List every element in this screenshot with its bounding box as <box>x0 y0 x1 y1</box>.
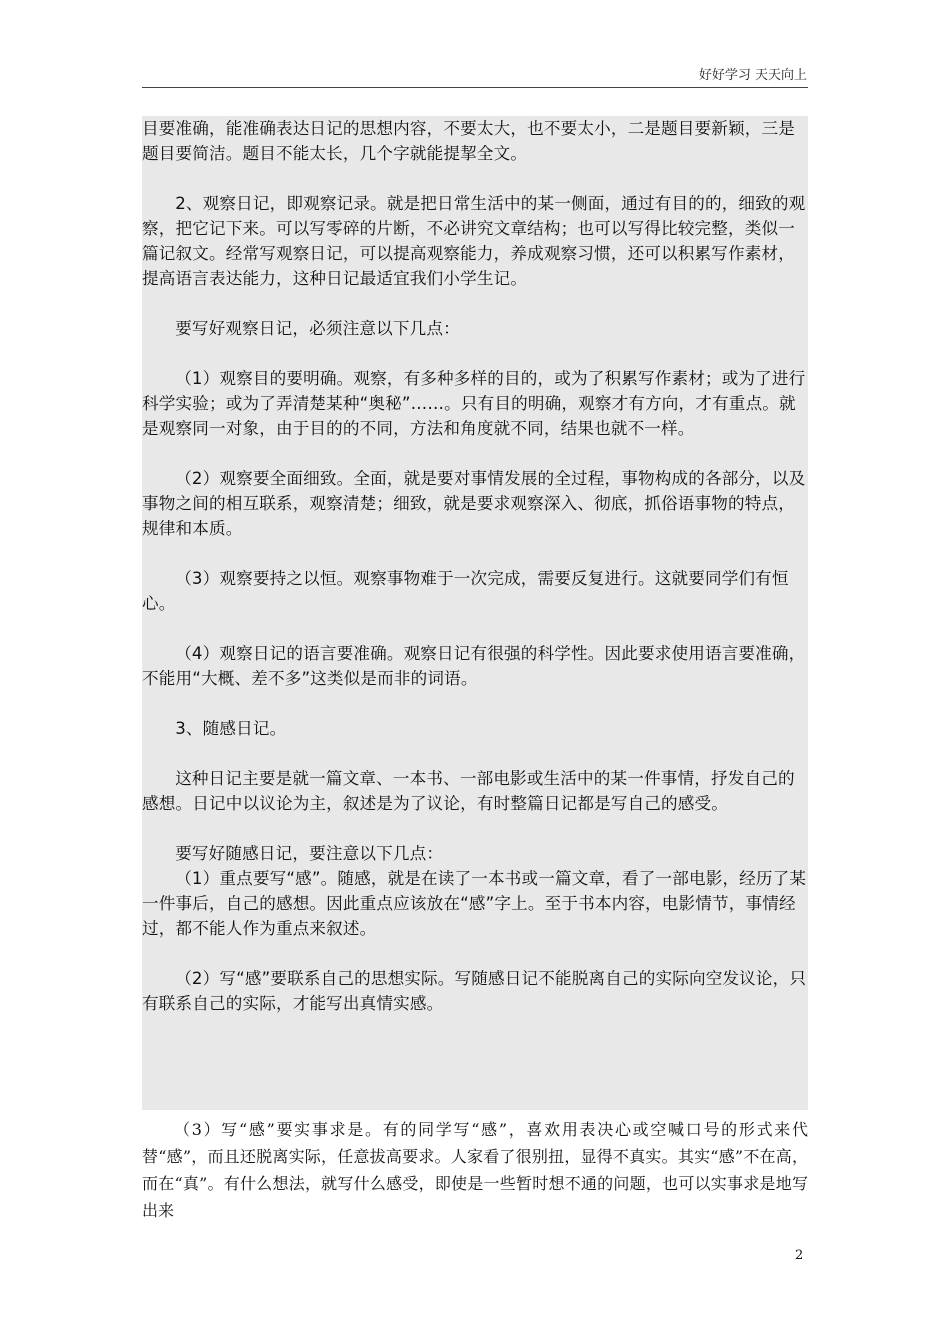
paragraph: （2）观察要全面细致。全面，就是要对事情发展的全过程，事物构成的各部分，以及事物之间的相互联系，观察清楚；细致，就是要求观察深入、彻底，抓俗语事物的特点，规律和本质。 <box>142 469 806 538</box>
paragraph: 要写好随感日记，要注意以下几点： <box>175 844 444 863</box>
paragraph: （4）观察日记的语言要准确。观察日记有很强的科学性。因此要求使用语言要准确，不能用“大概、差不多”这类似是而非的词语。 <box>142 644 806 688</box>
page-header-title: 好好学习 天天向上 <box>698 68 807 83</box>
header-divider <box>142 87 808 88</box>
paragraph: 要写好观察日记，必须注意以下几点： <box>175 319 460 338</box>
paragraph: （2）写“感”要联系自己的思想实际。写随感日记不能脱离自己的实际向空发议论，只有联系自己的实际，才能写出真情实感。 <box>142 969 807 1013</box>
paragraph: （3）观察要持之以恒。观察事物难于一次完成，需要反复进行。这就要同学们有恒心。 <box>142 569 789 613</box>
paragraph: 3、随感日记。 <box>175 719 287 738</box>
paragraph: 目要准确，能准确表达日记的思想内容，不要太大，也不要太小，二是题目要新颖，三是题目要简洁。题目不能太长，几个字就能提挈全文。 <box>142 119 796 163</box>
document-body <box>142 116 808 1016</box>
paragraph: 这种日记主要是就一篇文章、一本书、一部电影或生活中的某一件事情，抒发自己的感想。日记中以议论为主，叙述是为了议论，有时整篇日记都是写自己的感受。 <box>142 769 795 813</box>
paragraph: （1）重点要写“感”。随感，就是在读了一本书或一篇文章，看了一部电影，经历了某一件事后，自己的感想。因此重点应该放在“感”字上。至于书本内容，电影情节，事情经过，都不能人作为重点来叙述。 <box>142 869 807 938</box>
final-paragraph: （3）写“感”要实事求是。有的同学写“感”，喜欢用表决心或空喊口号的形式来代替“感”，而且还脱离实际，任意拔高要求。人家看了很别扭，显得不真实。其实“感”不在高，而在“真”。有什么想法，就写什么感受，即使是一些暂时想不通的问题，也可以实事求是地写出来 <box>142 1120 808 1220</box>
paragraph: （1）观察目的要明确。观察，有多种多样的目的，或为了积累写作素材；或为了进行科学实验；或为了弄清楚某种“奥秘”……。只有目的明确，观察才有方向，才有重点。就是观察同一对象，由于目的的不同，方法和角度就不同，结果也就不一样。 <box>142 369 806 438</box>
page-number: 2 <box>795 1248 804 1263</box>
paragraph: 2、观察日记，即观察记录。就是把日常生活中的某一侧面，通过有目的的，细致的观察，把它记下来。可以写零碎的片断，不必讲究文章结构；也可以写得比较完整，类似一篇记叙文。经常写观察日记，可以提高观察能力，养成观察习惯，还可以积累写作素材，提高语言表达能力，这种日记最适宜我们小学生记。 <box>142 194 806 288</box>
